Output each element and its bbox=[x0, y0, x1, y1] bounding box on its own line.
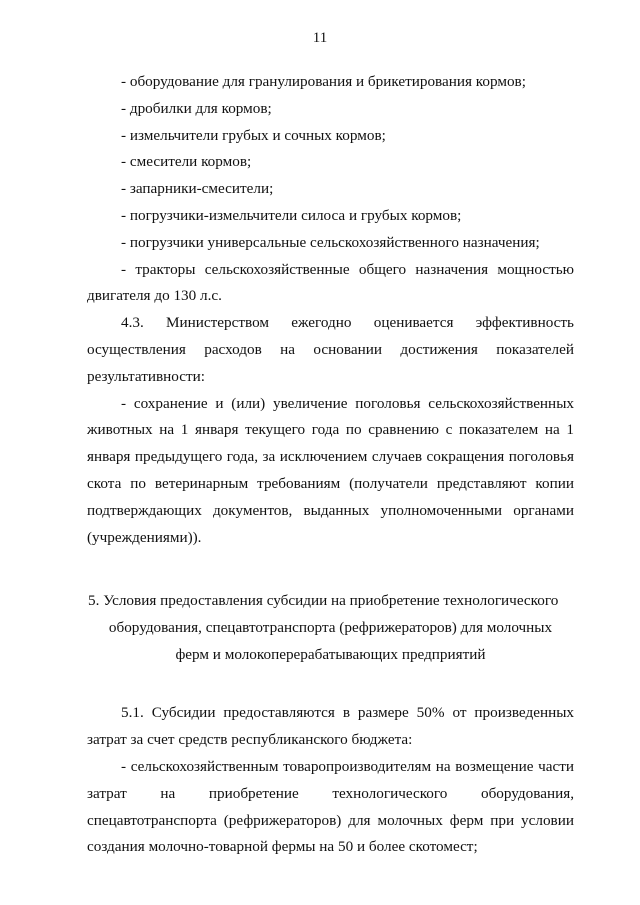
section-heading-line-3: ферм и молокоперерабатывающих предприятий bbox=[175, 646, 486, 664]
list-item: - смесители кормов; bbox=[121, 153, 252, 171]
paragraph-4-3-item: - сохранение и (или) увеличение поголовья сельскохозяйственных животных на 1 января текущего года по сравнению с показателем на 1 января предыдущего года, за исключением случаев сокращения поголовья скота по ветеринарным требованиям (получатели представляют копии подтверждающих документов, выданных уполномоченными органами (учреждениями)). bbox=[87, 394, 574, 546]
list-item: - измельчители грубых и сочных кормов; bbox=[121, 126, 386, 144]
list-item: - оборудование для гранулирования и брикетирования кормов; bbox=[121, 73, 526, 90]
section-heading bbox=[87, 587, 574, 668]
list-item: - погрузчики-измельчители силоса и грубых кормов; bbox=[121, 206, 462, 224]
section-heading-line-1: 5. Условия предоставления субсидии на приобретение технологического bbox=[88, 592, 559, 610]
page-number: 11 bbox=[312, 30, 328, 46]
paragraph-5-1: 5.1. Субсидии предоставляются в размере 50% от произведенных затрат за счет средств республиканского бюджета: bbox=[87, 704, 574, 749]
list-item: - погрузчики универсальные сельскохозяйственного назначения; bbox=[121, 233, 540, 251]
list-item: - дробилки для кормов; bbox=[121, 99, 272, 117]
page-content bbox=[87, 69, 574, 861]
paragraph-4-3: 4.3. Министерством ежегодно оценивается эффективность осуществления расходов на основании достижения показателей результативности: bbox=[87, 314, 574, 385]
paragraph-5-1-item: - сельскохозяйственным товаропроизводителям на возмещение части затрат на приобретение технологического оборудования, спецавтотранспорта (рефрижераторов) для молочных ферм при условии создания молочно-товарной фермы на 50 и более скотомест; bbox=[87, 757, 574, 856]
section-heading-line-2: оборудования, спецавтотранспорта (рефрижераторов) для молочных bbox=[108, 619, 553, 637]
list-item: - тракторы сельскохозяйственные общего назначения мощностью двигателя до 130 л.с. bbox=[87, 260, 574, 305]
list-item: - запарники-смесители; bbox=[121, 180, 274, 198]
